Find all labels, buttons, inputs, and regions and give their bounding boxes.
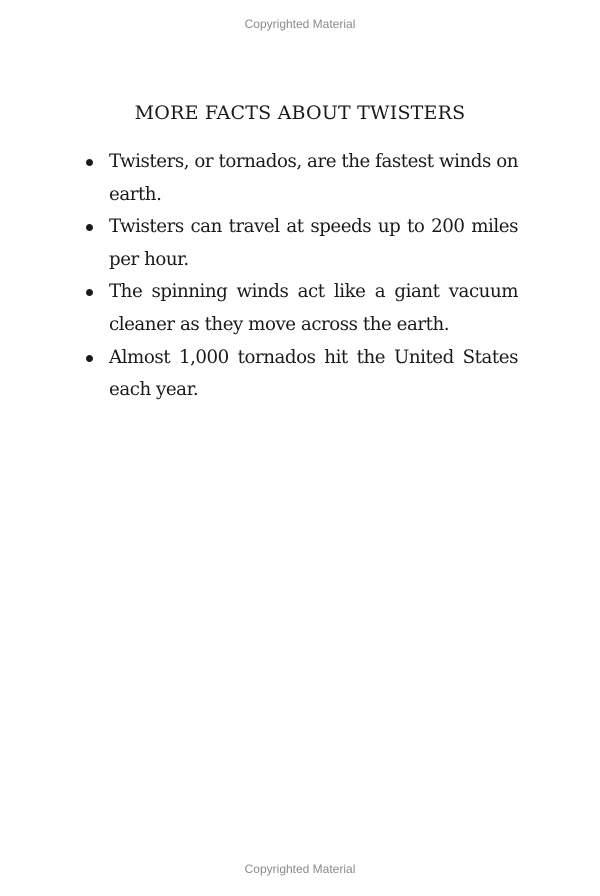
- fact-item: [84, 342, 518, 407]
- fact-text: Twisters, or tornados, are the fastest winds on earth.: [109, 151, 518, 205]
- facts-list: [84, 146, 518, 407]
- bullet-icon: [86, 289, 93, 296]
- fact-item: [84, 146, 518, 211]
- fact-text: Twisters can travel at speeds up to 200 miles per hour.: [109, 216, 518, 270]
- fact-item: [84, 276, 518, 341]
- fact-item: [84, 211, 518, 276]
- bullet-icon: [86, 355, 93, 362]
- copyright-watermark-top: Copyrighted Material: [244, 17, 356, 31]
- bullet-icon: [86, 224, 93, 231]
- page-heading: MORE FACTS ABOUT TWISTERS: [134, 102, 466, 124]
- bullet-icon: [86, 159, 93, 166]
- fact-text: Almost 1,000 tornados hit the United States each year.: [109, 346, 518, 401]
- copyright-watermark-bottom: Copyrighted Material: [244, 862, 356, 876]
- fact-text: The spinning winds act like a giant vacuum cleaner as they move across the earth.: [109, 281, 518, 335]
